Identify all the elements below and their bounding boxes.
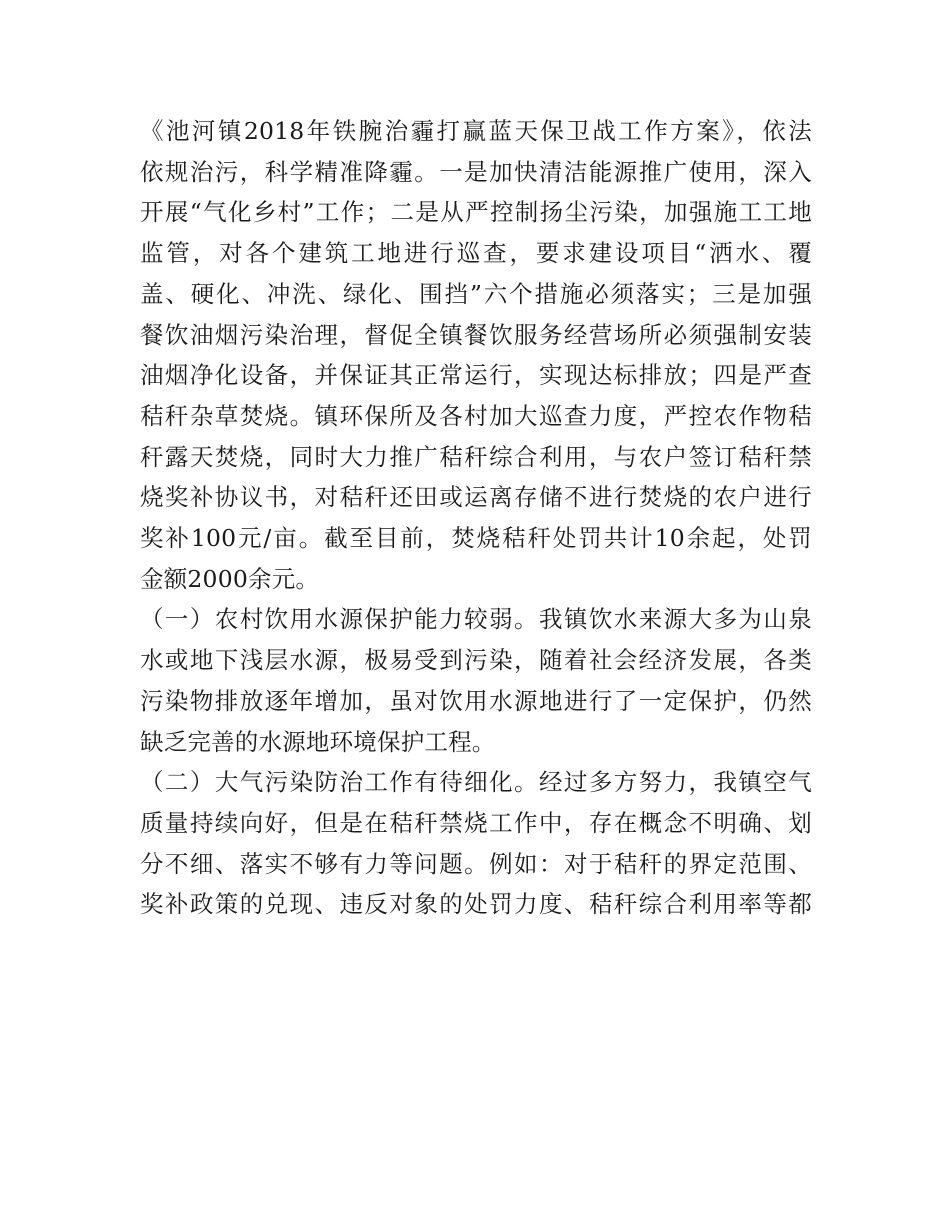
text-line: （二）大气污染防治工作有待细化。经过多方努力，我镇空气 [140, 768, 812, 797]
text-line: 秸秆杂草焚烧。镇环保所及各村加大巡查力度，严控农作物秸 [140, 401, 812, 430]
text-line: 监管，对各个建筑工地进行巡查，要求建设项目“洒水、覆 [140, 239, 812, 268]
text-line: 金额2000余元。 [140, 564, 320, 593]
text-line: 分不细、落实不够有力等问题。例如：对于秸秆的界定范围、 [140, 849, 812, 878]
text-line: 烧奖补协议书，对秸秆还田或运离存储不进行焚烧的农户进行 [140, 483, 812, 512]
paragraph-policy-measures [140, 111, 812, 599]
text-line: 油烟净化设备，并保证其正常运行，实现达标排放；四是严查 [140, 361, 812, 390]
text-line: 盖、硬化、冲洗、绿化、围挡”六个措施必须落实；三是加强 [140, 279, 812, 308]
text-line: 秆露天焚烧，同时大力推广秸秆综合利用，与农户签订秸秆禁 [140, 442, 812, 471]
text-line: 缺乏完善的水源地环境保护工程。 [140, 727, 496, 756]
text-line: 餐饮油烟污染治理，督促全镇餐饮服务经营场所必须强制安装 [140, 320, 812, 349]
text-line: （一）农村饮用水源保护能力较弱。我镇饮水来源大多为山泉 [140, 605, 812, 634]
document-body [140, 111, 812, 925]
text-line: 《池河镇2018年铁腕治霾打赢蓝天保卫战工作方案》，依法 [140, 117, 812, 145]
text-line: 污染物排放逐年增加，虽对饮用水源地进行了一定保护，仍然 [140, 686, 812, 715]
text-line: 水或地下浅层水源，极易受到污染，随着社会经济发展，各类 [140, 646, 812, 675]
text-line: 奖补政策的兑现、违反对象的处罚力度、秸秆综合利用率等都 [140, 890, 812, 919]
paragraph-air-pollution-issue [140, 762, 812, 925]
text-line: 质量持续向好，但是在秸秆禁烧工作中，存在概念不明确、划 [140, 808, 812, 837]
text-line: 开展“气化乡村”工作；二是从严控制扬尘污染，加强施工工地 [140, 198, 812, 227]
text-line: 奖补100元/亩。截至目前，焚烧秸秆处罚共计10余起，处罚 [140, 524, 812, 553]
text-line: 依规治污，科学精准降霾。一是加快清洁能源推广使用，深入 [140, 157, 812, 186]
paragraph-water-source-issue [140, 599, 812, 762]
